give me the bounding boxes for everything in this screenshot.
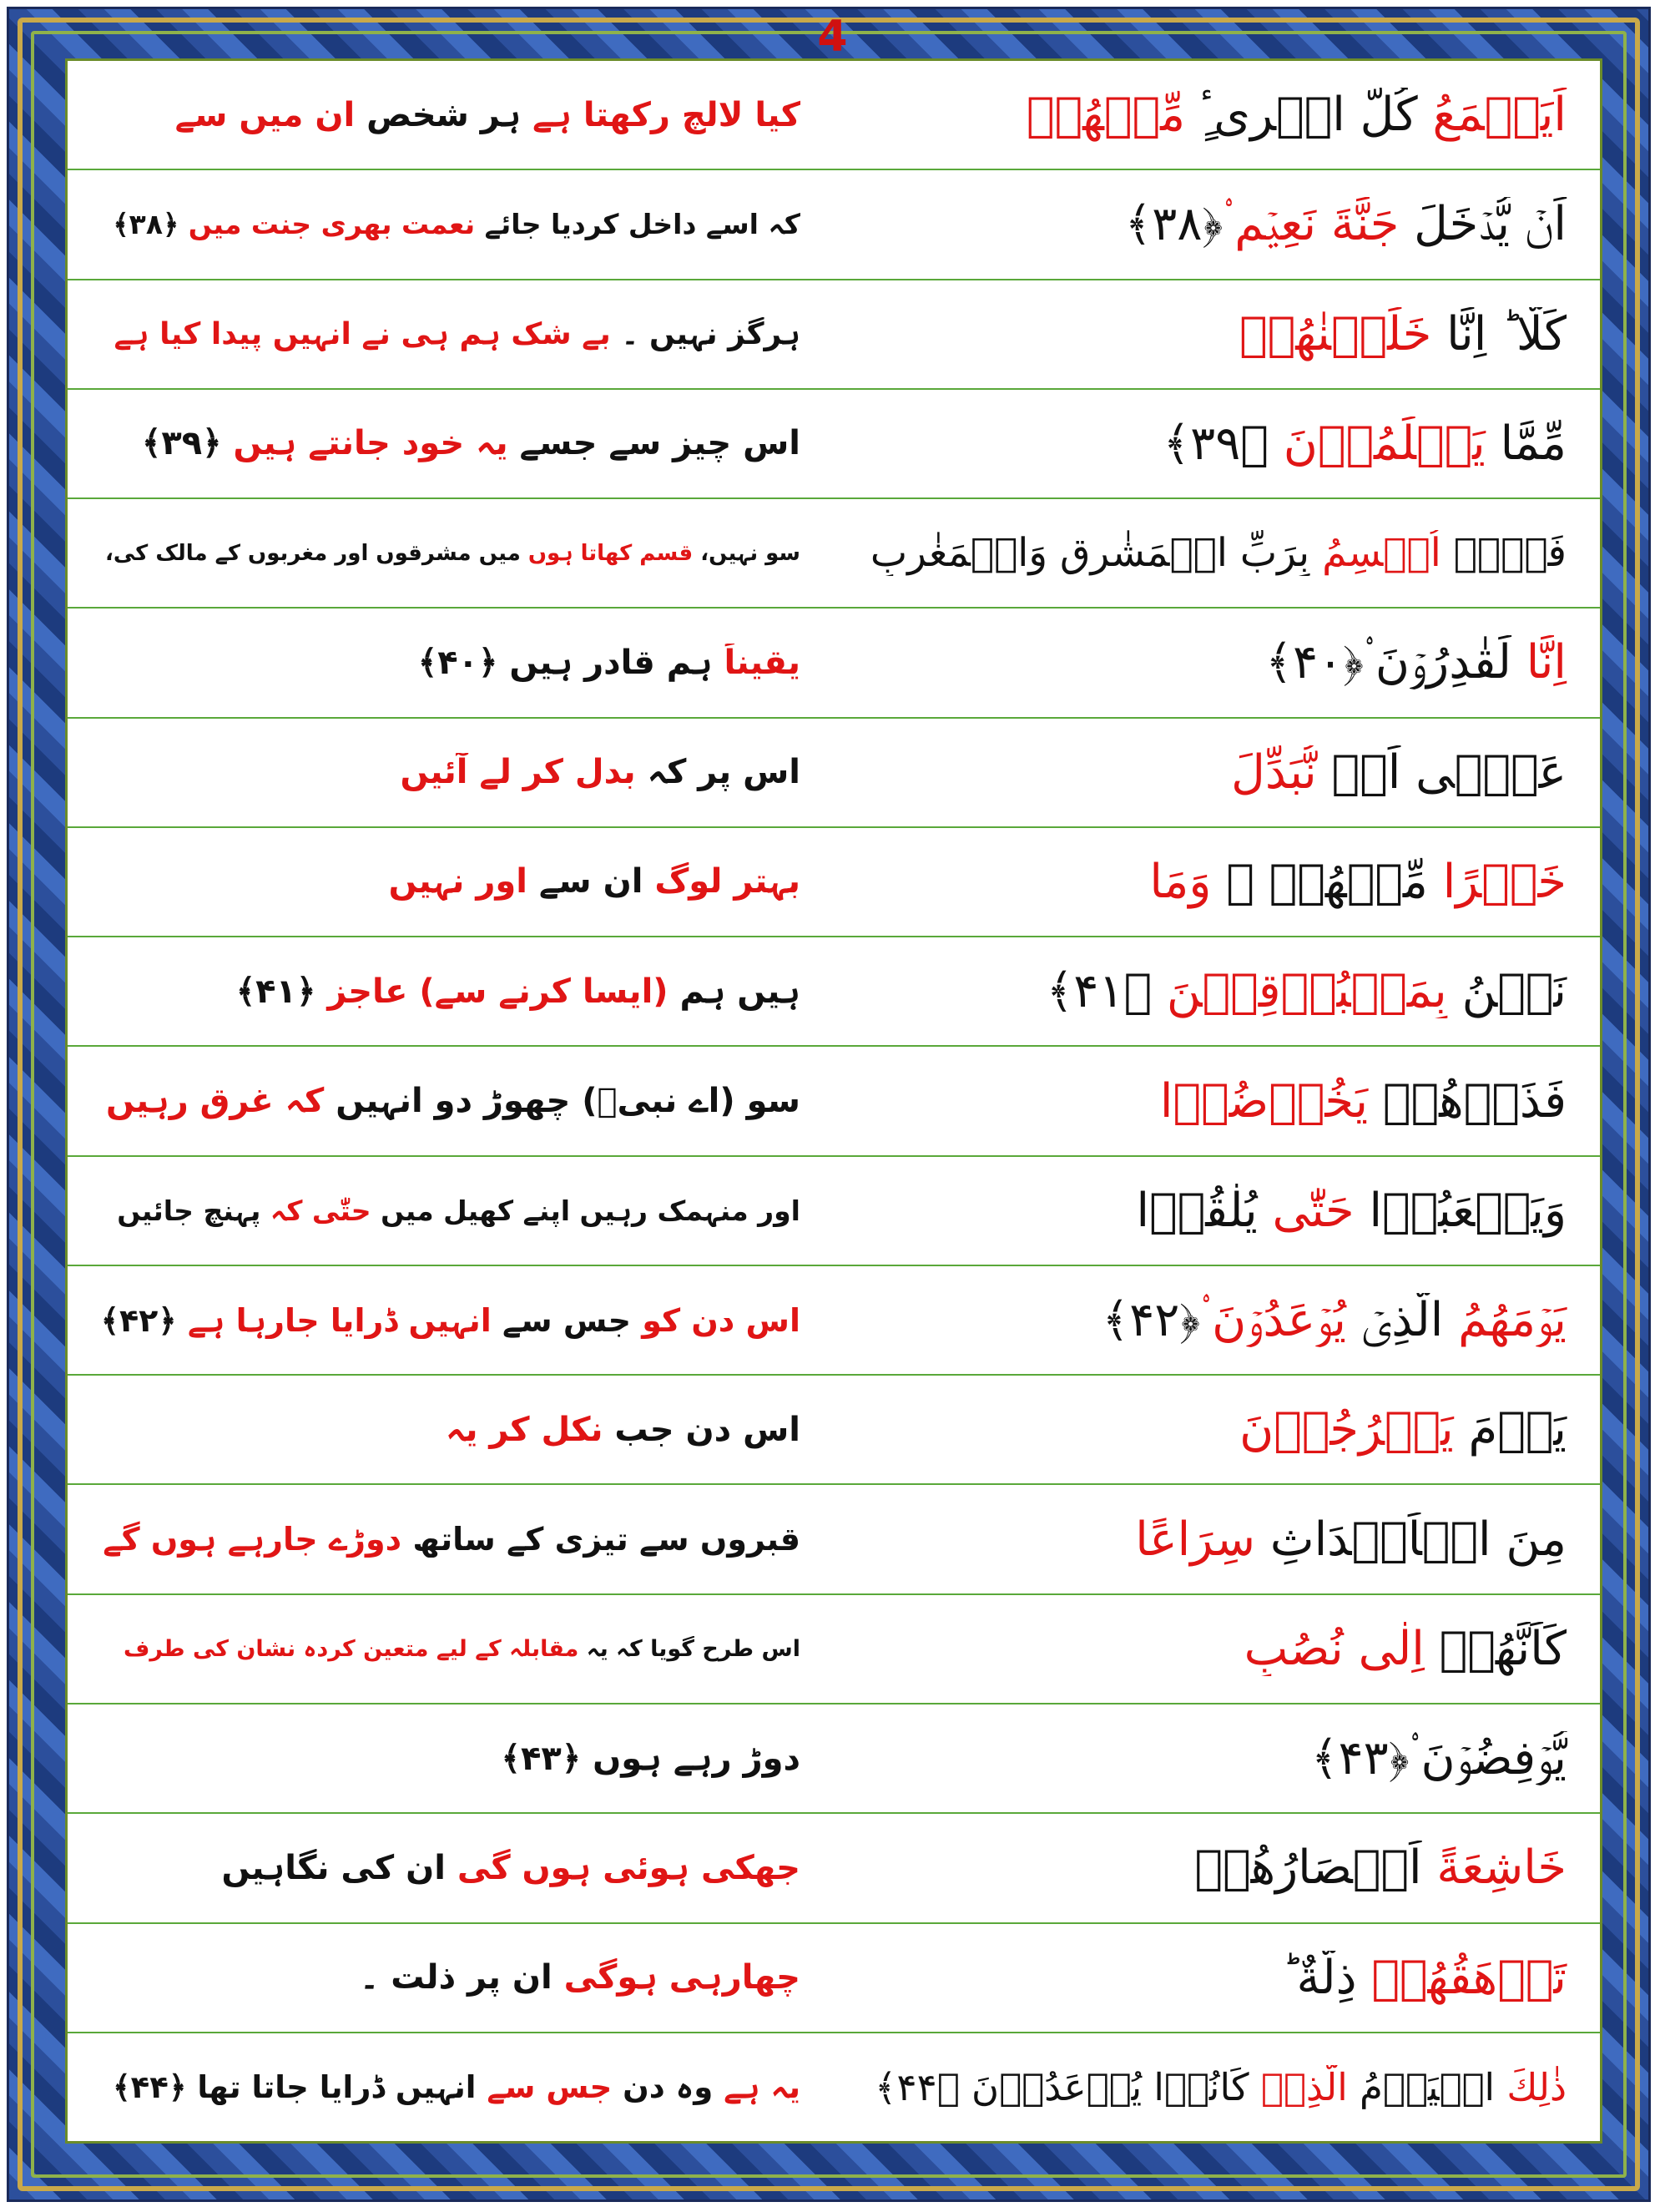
verse-row <box>68 61 1600 170</box>
arabic-verse <box>834 2065 1600 2109</box>
verse-row <box>68 499 1600 609</box>
urdu-translation <box>68 1740 834 1778</box>
arabic-segment: نُّبَدِّلَ <box>1231 745 1317 800</box>
urdu-segment: وہ دن <box>612 2068 714 2105</box>
urdu-segment: دوڑے جارہے ہوں گے <box>103 1521 402 1558</box>
verse-row <box>68 1266 1600 1376</box>
arabic-segment: ﴿۳۹﴾ <box>1163 416 1269 471</box>
arabic-segment: حَتّٰى <box>1257 1183 1355 1238</box>
urdu-segment: اور نہیں <box>388 862 527 901</box>
urdu-segment: دوڑ رہے ہوں <box>581 1739 800 1778</box>
urdu-segment: چھارہی ہوگی <box>552 1958 800 1997</box>
arabic-segment: اِنَّا <box>1511 634 1567 689</box>
urdu-segment: اس دن جب <box>603 1410 800 1449</box>
arabic-segment: كَلَّا ؕ اِنَّا <box>1431 306 1567 361</box>
urdu-segment: ﴿۴۰﴾ <box>417 643 498 682</box>
arabic-segment: ﴿۴۱﴾ <box>1046 964 1153 1019</box>
arabic-segment: اَبۡصَارُهُمۡ <box>1194 1841 1422 1896</box>
arabic-segment: ۟﴿۴۳﴾ <box>1310 1730 1410 1785</box>
arabic-segment: يُلٰقُوۡا <box>1136 1183 1258 1238</box>
urdu-segment: ہر شخص <box>355 95 522 134</box>
arabic-segment: اُقۡسِمُ <box>1309 530 1441 577</box>
verse-row <box>68 2033 1600 2141</box>
urdu-segment: سو (اے نبیؐ) چھوڑ دو انہیں <box>324 1082 800 1121</box>
arabic-verse <box>834 1951 1600 2005</box>
urdu-segment: ﴿۴۱﴾ <box>235 972 316 1011</box>
arabic-segment: مِّنۡهُمۡ ۙ <box>1211 854 1428 909</box>
urdu-segment: قسم کھاتا ہوں <box>520 540 694 566</box>
urdu-segment: اس پر کہ <box>635 753 800 792</box>
arabic-segment: خَلَقۡنٰهُمۡ <box>1239 306 1432 361</box>
urdu-translation <box>68 1411 834 1449</box>
urdu-segment: سو نہیں، <box>693 540 800 566</box>
urdu-segment: میں مشرقوں اور مغربوں کے مالک کی، <box>105 540 521 566</box>
arabic-segment: خَيۡرًا <box>1427 854 1567 909</box>
arabic-segment: الَّذِىۡ <box>1249 2064 1348 2109</box>
urdu-segment: نعمت بھری جنت میں <box>179 208 476 241</box>
arabic-segment: ۟﴿۴۰﴾ <box>1265 634 1364 689</box>
arabic-segment: يَخۡرُجُوۡنَ <box>1239 1402 1454 1457</box>
urdu-segment: حتّٰی کہ <box>260 1194 371 1227</box>
arabic-segment: الۡيَوۡمُ <box>1347 2064 1496 2109</box>
verse-row <box>68 390 1600 499</box>
urdu-segment: مقابلہ کے لیے متعین کردہ نشان کی طرف <box>123 1635 579 1662</box>
urdu-segment: اس چیز سے جسے <box>507 424 800 463</box>
arabic-segment: يَوۡمَ <box>1453 1402 1567 1457</box>
verse-table <box>68 61 1600 2141</box>
urdu-segment: یہ ہے <box>713 2068 800 2105</box>
verse-row <box>68 280 1600 390</box>
page-number: 4 <box>817 12 848 62</box>
urdu-segment: بہتر لوگ <box>643 862 800 901</box>
arabic-segment: لَقٰدِرُوۡنَ <box>1363 634 1511 689</box>
urdu-translation <box>68 541 834 566</box>
urdu-translation <box>68 862 834 901</box>
urdu-translation <box>68 208 834 240</box>
arabic-verse <box>834 1293 1600 1348</box>
arabic-segment: يُوۡعَدُوۡنَ <box>1200 1292 1346 1347</box>
arabic-verse <box>834 1402 1600 1457</box>
urdu-translation <box>68 644 834 682</box>
arabic-segment: جَنَّةَ نَعِيۡمٍ <box>1223 196 1400 251</box>
arabic-segment: فَلَاۤ <box>1440 530 1567 577</box>
urdu-segment: پہنچ جائیں <box>117 1194 261 1227</box>
arabic-segment: يَعۡلَمُوۡنَ <box>1268 416 1486 471</box>
arabic-verse <box>834 1622 1600 1676</box>
arabic-segment: سِرَاعًا <box>1135 1512 1256 1567</box>
arabic-segment: اِلٰى نُصُبٍ <box>1244 1621 1425 1676</box>
verse-row <box>68 609 1600 718</box>
urdu-segment: ﴿۳۹﴾ <box>141 424 222 463</box>
urdu-segment: انہیں ڈرایا جاتا تھا <box>186 2068 477 2105</box>
verse-row <box>68 719 1600 828</box>
arabic-verse <box>834 855 1600 909</box>
arabic-segment: مِنَ الۡاَجۡدَاثِ <box>1255 1512 1567 1567</box>
arabic-segment: مِّمَّا <box>1485 416 1567 471</box>
urdu-translation <box>68 1636 834 1662</box>
verse-row <box>68 828 1600 937</box>
urdu-segment: ان سے <box>527 862 643 901</box>
arabic-segment: اَيَطۡمَعُ <box>1417 88 1567 143</box>
urdu-translation <box>68 753 834 791</box>
urdu-segment: ﴿۳۸﴾ <box>113 208 179 241</box>
urdu-segment: اس طرح گویا کہ یہ <box>578 1635 800 1662</box>
arabic-segment: ۟﴿۳۸﴾ <box>1124 196 1224 251</box>
verse-row <box>68 1047 1600 1156</box>
urdu-segment: ﴿۴۴﴾ <box>112 2068 187 2105</box>
urdu-translation <box>68 1521 834 1558</box>
arabic-verse <box>834 1731 1600 1786</box>
arabic-segment: فَذَرۡهُمۡ <box>1368 1073 1567 1129</box>
arabic-segment: تَرۡهَقُهُمۡ <box>1356 1950 1567 2005</box>
urdu-segment: ان پر ذلت ۔ <box>359 1958 552 1997</box>
arabic-segment: ذٰلِكَ <box>1495 2064 1567 2109</box>
arabic-segment: يَخُوۡضُوۡا <box>1159 1073 1369 1129</box>
arabic-verse <box>834 417 1600 471</box>
arabic-segment: وَيَلۡعَبُوۡا <box>1354 1183 1567 1238</box>
urdu-segment: ان میں سے <box>174 95 356 134</box>
verse-row <box>68 1157 1600 1266</box>
verse-row <box>68 1814 1600 1923</box>
verse-row <box>68 1595 1600 1704</box>
urdu-segment: کہ اسے داخل کردیا جائے <box>475 208 800 241</box>
arabic-segment: نَحۡنُ <box>1446 964 1567 1019</box>
verse-row <box>68 1924 1600 2033</box>
urdu-segment: یہ خود جانتے ہیں <box>221 424 508 463</box>
arabic-segment: وَمَا <box>1149 854 1212 909</box>
urdu-translation <box>68 317 834 351</box>
arabic-segment: كَاَنَّهُمۡ <box>1424 1621 1567 1676</box>
arabic-verse <box>834 88 1600 142</box>
arabic-verse <box>834 964 1600 1018</box>
urdu-translation <box>68 424 834 462</box>
arabic-segment: يَوۡمَهُمُ <box>1443 1292 1567 1347</box>
urdu-segment: کہ غرق رہیں <box>105 1082 325 1121</box>
urdu-translation <box>68 1194 834 1227</box>
urdu-segment: ہرگز نہیں ۔ <box>610 316 800 351</box>
urdu-segment: ﴿۴۲﴾ <box>100 1301 177 1339</box>
arabic-verse <box>834 530 1600 576</box>
urdu-segment: اس دن کو <box>630 1301 800 1339</box>
content-panel <box>65 58 1602 2144</box>
urdu-segment: بے شک ہم ہی نے انہیں پیدا کیا ہے <box>114 316 611 351</box>
urdu-segment: جھکی ہوئی ہوں گی <box>445 1848 800 1887</box>
arabic-verse <box>834 1841 1600 1895</box>
arabic-verse <box>834 307 1600 361</box>
urdu-translation <box>68 1082 834 1120</box>
urdu-segment: بدل کر لے آئیں <box>400 753 636 792</box>
urdu-segment: ﴿۴۳﴾ <box>501 1739 582 1778</box>
arabic-segment: ذِلَّةٌ ؕ <box>1281 1950 1357 2005</box>
urdu-segment: ہیں ہم <box>668 972 800 1011</box>
urdu-segment: (ایسا کرنے سے) عاجز <box>315 972 669 1011</box>
arabic-segment: مِّنۡهُمۡ <box>1026 88 1186 143</box>
urdu-translation <box>68 1958 834 1997</box>
urdu-segment: ہم قادر ہیں <box>497 643 713 682</box>
urdu-segment: نکل کر یہ <box>446 1410 603 1449</box>
urdu-segment: انہیں ڈرایا جارہا ہے <box>176 1301 492 1339</box>
urdu-segment: جس سے <box>491 1301 631 1339</box>
arabic-segment: خَاشِعَةً <box>1421 1841 1567 1896</box>
urdu-segment: یقیناً <box>712 643 800 682</box>
urdu-segment: جس سے <box>476 2068 613 2105</box>
arabic-segment: ﴿۴۴﴾ <box>875 2064 960 2109</box>
verse-row <box>68 1485 1600 1594</box>
verse-row <box>68 170 1600 280</box>
urdu-segment: اور منہمک رہیں اپنے کھیل میں <box>371 1194 800 1227</box>
arabic-verse <box>834 1074 1600 1129</box>
verse-row <box>68 1376 1600 1485</box>
urdu-translation <box>68 1849 834 1887</box>
arabic-segment: بِرَبِّ الۡمَشٰرِقِ وَالۡمَغٰرِبِ <box>870 530 1310 577</box>
arabic-verse <box>834 745 1600 800</box>
arabic-verse <box>834 1184 1600 1238</box>
urdu-segment: کیا لالچ رکھتا ہے <box>521 95 800 134</box>
verse-row <box>68 937 1600 1047</box>
arabic-verse <box>834 197 1600 252</box>
arabic-segment: يُّوۡفِضُوۡنَ <box>1409 1730 1567 1785</box>
arabic-segment: بِمَسۡبُوۡقِيۡنَ <box>1152 964 1447 1019</box>
arabic-segment: اَنۡ يُّدۡخَلَ <box>1399 196 1567 251</box>
verse-row <box>68 1704 1600 1814</box>
urdu-translation <box>68 96 834 134</box>
arabic-segment: كُلُّ امۡرِیٴٍ <box>1185 88 1418 143</box>
arabic-segment: الَّذِىۡ <box>1345 1292 1444 1347</box>
arabic-verse <box>834 635 1600 690</box>
arabic-segment: كَانُوۡا يُوۡعَدُوۡنَ <box>959 2064 1249 2109</box>
urdu-translation <box>68 2069 834 2105</box>
arabic-segment: عَلٰۤى اَنۡ <box>1316 745 1567 800</box>
urdu-segment: قبروں سے تیزی کے ساتھ <box>401 1521 800 1558</box>
urdu-translation <box>68 972 834 1011</box>
urdu-translation <box>68 1302 834 1339</box>
urdu-segment: ان کی نگاہیں <box>221 1848 446 1887</box>
arabic-segment: ۟﴿۴۲﴾ <box>1102 1292 1201 1347</box>
arabic-verse <box>834 1513 1600 1567</box>
